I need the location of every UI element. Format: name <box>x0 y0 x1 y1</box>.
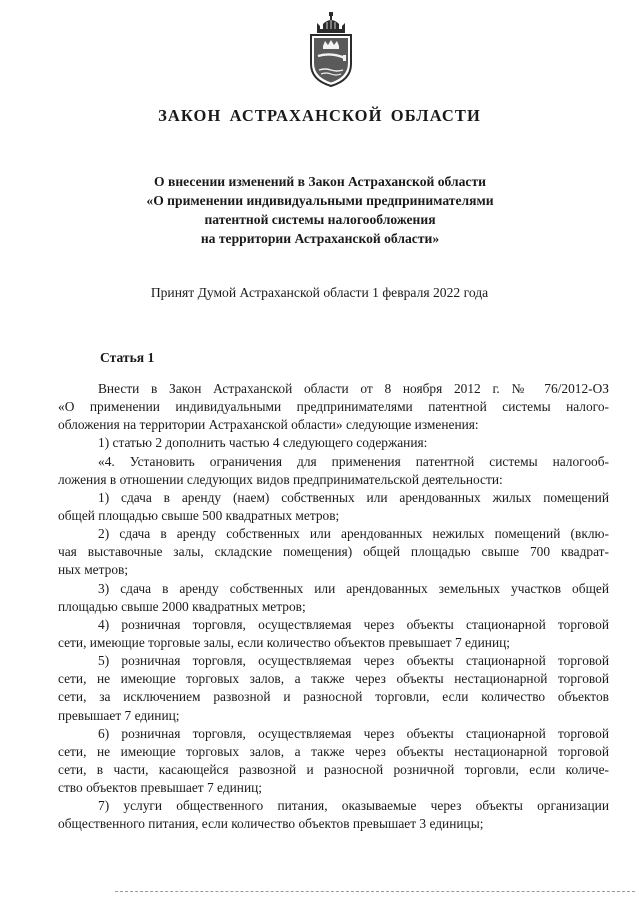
text-line: 6) розничная торговля, осуществляемая через объекты стационарной торговой <box>98 725 609 741</box>
text-line: 1) статью 2 дополнить частью 4 следующего содержания: <box>98 435 428 451</box>
astrakhan-coat-of-arms-icon <box>303 12 359 88</box>
text-line: 1) сдача в аренду (наем) собственных или арендованных жилых помещений <box>98 489 609 505</box>
text-line: обложения на территории Астраханской области» следующие изменения: <box>58 417 479 433</box>
text-line: 4) розничная торговля, осуществляемая через объекты стационарной торговой <box>98 616 609 632</box>
text-line: 5) розничная торговля, осуществляемая через объекты стационарной торговой <box>98 653 609 669</box>
text-line: ложения в отношении следующих видов предпринимательской деятельности: <box>58 471 503 487</box>
law-subject <box>60 172 580 248</box>
text-line: 2) сдача в аренду собственных или арендованных нежилых помещений (вклю- <box>98 526 609 542</box>
law-subject-line: патентной системы налогообложения <box>204 212 436 227</box>
law-title: ЗАКОН АСТРАХАНСКОЙ ОБЛАСТИ <box>158 106 481 125</box>
text-line: Внести в Закон Астраханской области от 8 ноября 2012 г. № 76/2012-ОЗ <box>98 381 609 396</box>
text-line: площадью свыше 2000 квадратных метров; <box>58 598 306 614</box>
text-line: «4. Установить ограничения для применения патентной системы налогооб- <box>98 453 609 469</box>
text-line: «О применении индивидуальными предпринимателями патентной системы налого- <box>58 399 609 415</box>
text-line: 7) услуги общественного питания, оказываемые через объекты организации <box>98 798 609 814</box>
page-bottom-rule <box>115 891 635 892</box>
text-line: сети, имеющие торговые залы, если количество объектов превышает 7 единиц; <box>58 634 511 650</box>
text-line: чая выставочные залы, складские помещения) общей площадью свыше 700 квадрат- <box>58 544 609 560</box>
article-heading: Статья 1 <box>100 350 155 365</box>
adoption-note: Принят Думой Астраханской области 1 февраля 2022 года <box>150 285 489 300</box>
text-line: превышает 7 единиц; <box>58 707 180 723</box>
text-line: сети, не имеющие торговых залов, а также через объекты нестационарной торговой <box>58 743 609 759</box>
text-line: общей площадью свыше 500 квадратных метров; <box>58 507 340 523</box>
text-line: общественного питания, если количество объектов превышает 3 единицы; <box>58 816 484 832</box>
text-line: сети, не имеющие торговых залов, а также через объекты нестационарной торговой <box>58 671 609 687</box>
text-line: сети, в части, касающейся развозной и разносной розничной торговли, если количе- <box>58 761 609 777</box>
law-subject-line: на территории Астраханской области» <box>200 231 440 246</box>
text-line: 3) сдача в аренду собственных или арендованных земельных участков общей <box>98 580 609 596</box>
law-subject-line: О внесении изменений в Закон Астраханской области <box>154 174 486 189</box>
text-line: ных метров; <box>58 562 129 578</box>
article-body <box>58 380 609 834</box>
law-subject-line: «О применении индивидуальными предпринимателями <box>146 193 494 208</box>
text-line: ство объектов превышает 7 единиц; <box>58 780 263 796</box>
text-line: сети, за исключением развозной и разносной торговли, если количество объектов <box>58 689 609 705</box>
